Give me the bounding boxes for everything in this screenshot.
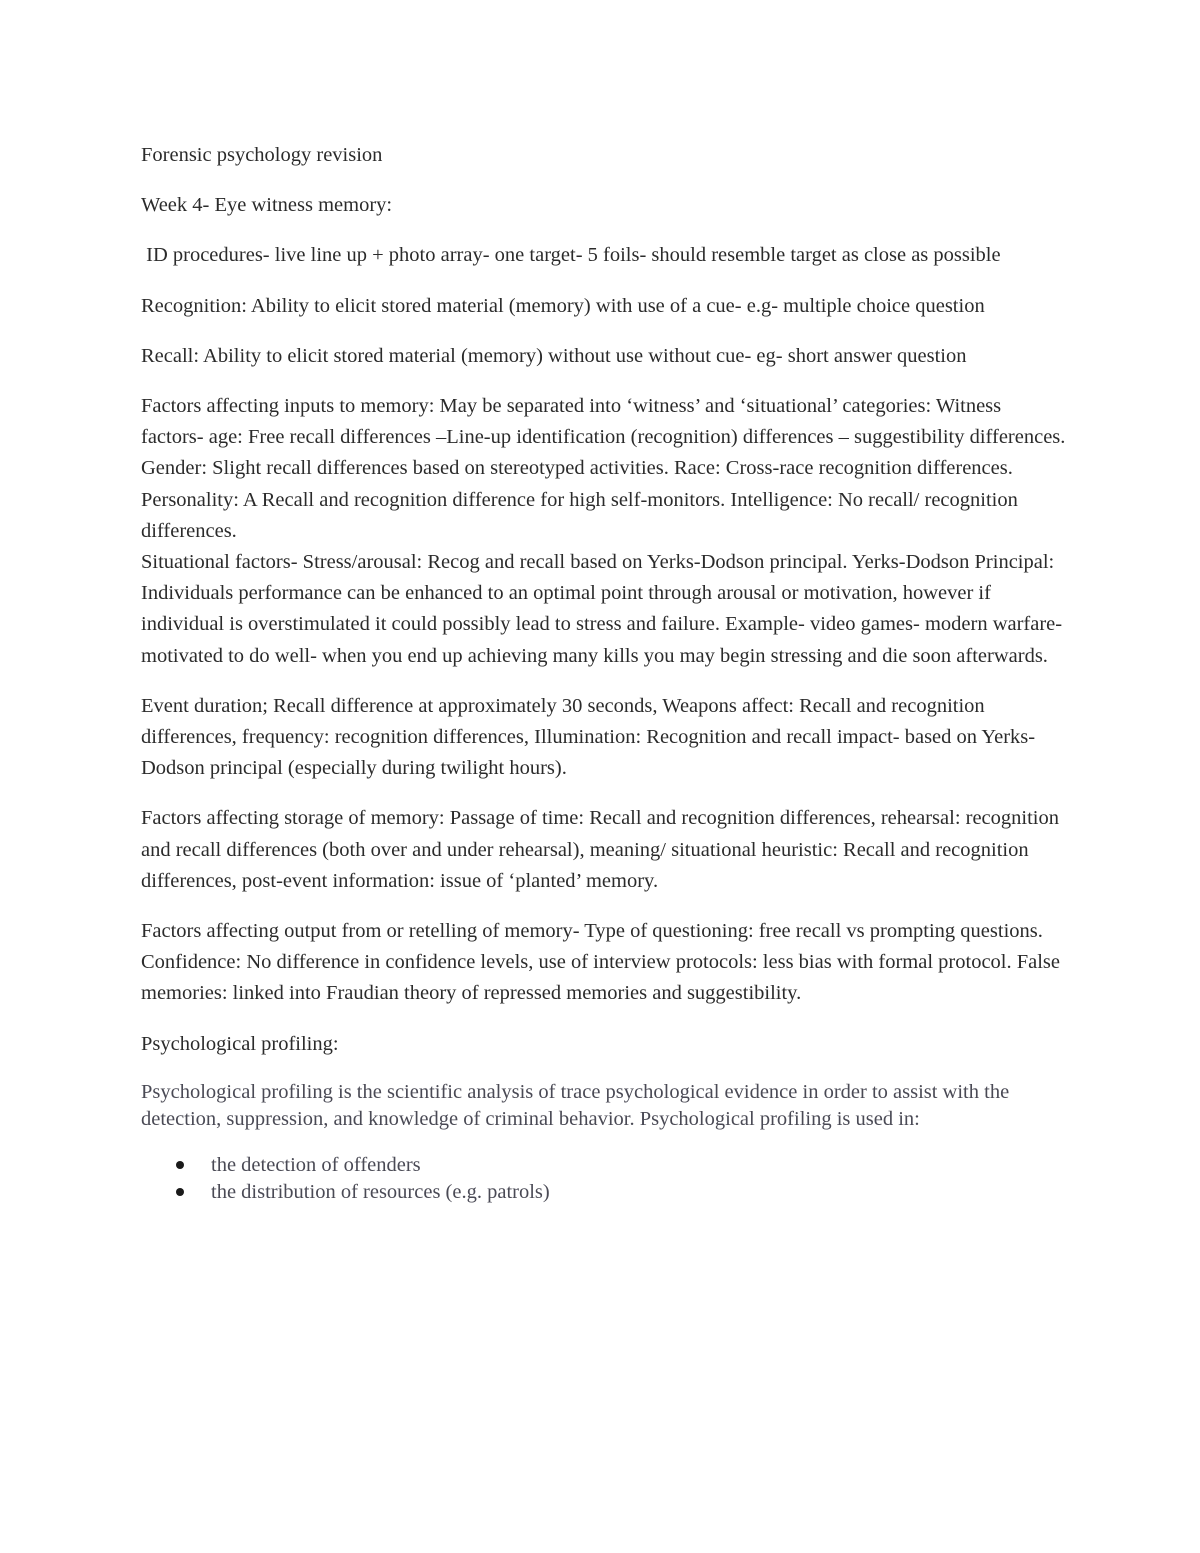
list-item [141,1179,1066,1206]
document-body [141,140,1066,1206]
document-title: Forensic psychology revision [141,144,383,166]
bullet-icon [176,1161,184,1169]
paragraph-profiling-definition: Psychological profiling is the scientific analysis of trace psychological evidence in order to assist with the detection, suppression, and knowledge of criminal behavior. Psychological profiling is used in: [141,1080,1010,1130]
list-item-text: the distribution of resources (e.g. patrols) [211,1180,550,1203]
list-item-text: the detection of offenders [211,1153,421,1176]
paragraph-situational-factors: Situational factors- Stress/arousal: Recog and recall based on Yerks-Dodson principal. Yerks-Dodson Principal: Individuals performance can be enhanced to an optimal point through arousal or motivation, however if individual is overstimulated it could possibly lead to stress and failure. Example- video games- modern warfare- motivated to do well- when you end up achieving many kills you may begin stressing and die soon afterwards. [141,551,1063,667]
paragraph-input-factors: Factors affecting inputs to memory: May be separated into ‘witness’ and ‘situational’ categories: Witness factors- age: Free recall differences –Line-up identification (recognition) differences – suggestibility differences. Gender: Slight recall differences based on stereotyped activities. Race: Cross-race recognition differences. Personality: A Recall and recognition difference for high self-monitors. Intelligence: No recall/ recognition differences. [141,395,1066,542]
section-heading-week4: Week 4- Eye witness memory: [141,194,393,217]
paragraph-recognition: Recognition: Ability to elicit stored material (memory) with use of a cue- e.g- multiple choice question [141,294,985,317]
bullet-list [141,1152,1066,1206]
paragraph-event-duration: Event duration; Recall difference at approximately 30 seconds, Weapons affect: Recall and recognition differences, frequency: recognition differences, Illumination: Recognition and recall impact- based on Yerks-Dodson principal (especially during twilight hours). [141,694,1036,780]
section-heading-profiling: Psychological profiling: [141,1032,339,1055]
paragraph-output-factors: Factors affecting output from or retelling of memory- Type of questioning: free recall vs prompting questions. Confidence: No difference in confidence levels, use of interview protocols: less bias with formal protocol. False memories: linked into Fraudian theory of repressed memories and suggestibility. [141,920,1061,1005]
paragraph-storage-factors: Factors affecting storage of memory: Passage of time: Recall and recognition differences, rehearsal: recognition and recall differences (both over and under rehearsal), meaning/ situational heuristic: Recall and recognition differences, post-event information: issue of ‘planted’ memory. [141,807,1059,892]
list-item [141,1152,1066,1179]
bullet-icon [176,1188,184,1196]
paragraph-recall: Recall: Ability to elicit stored material (memory) without use without cue- eg- short answer question [141,344,967,367]
paragraph-id-procedures: ID procedures- live line up + photo array- one target- 5 foils- should resemble target as close as possible [141,244,1001,267]
